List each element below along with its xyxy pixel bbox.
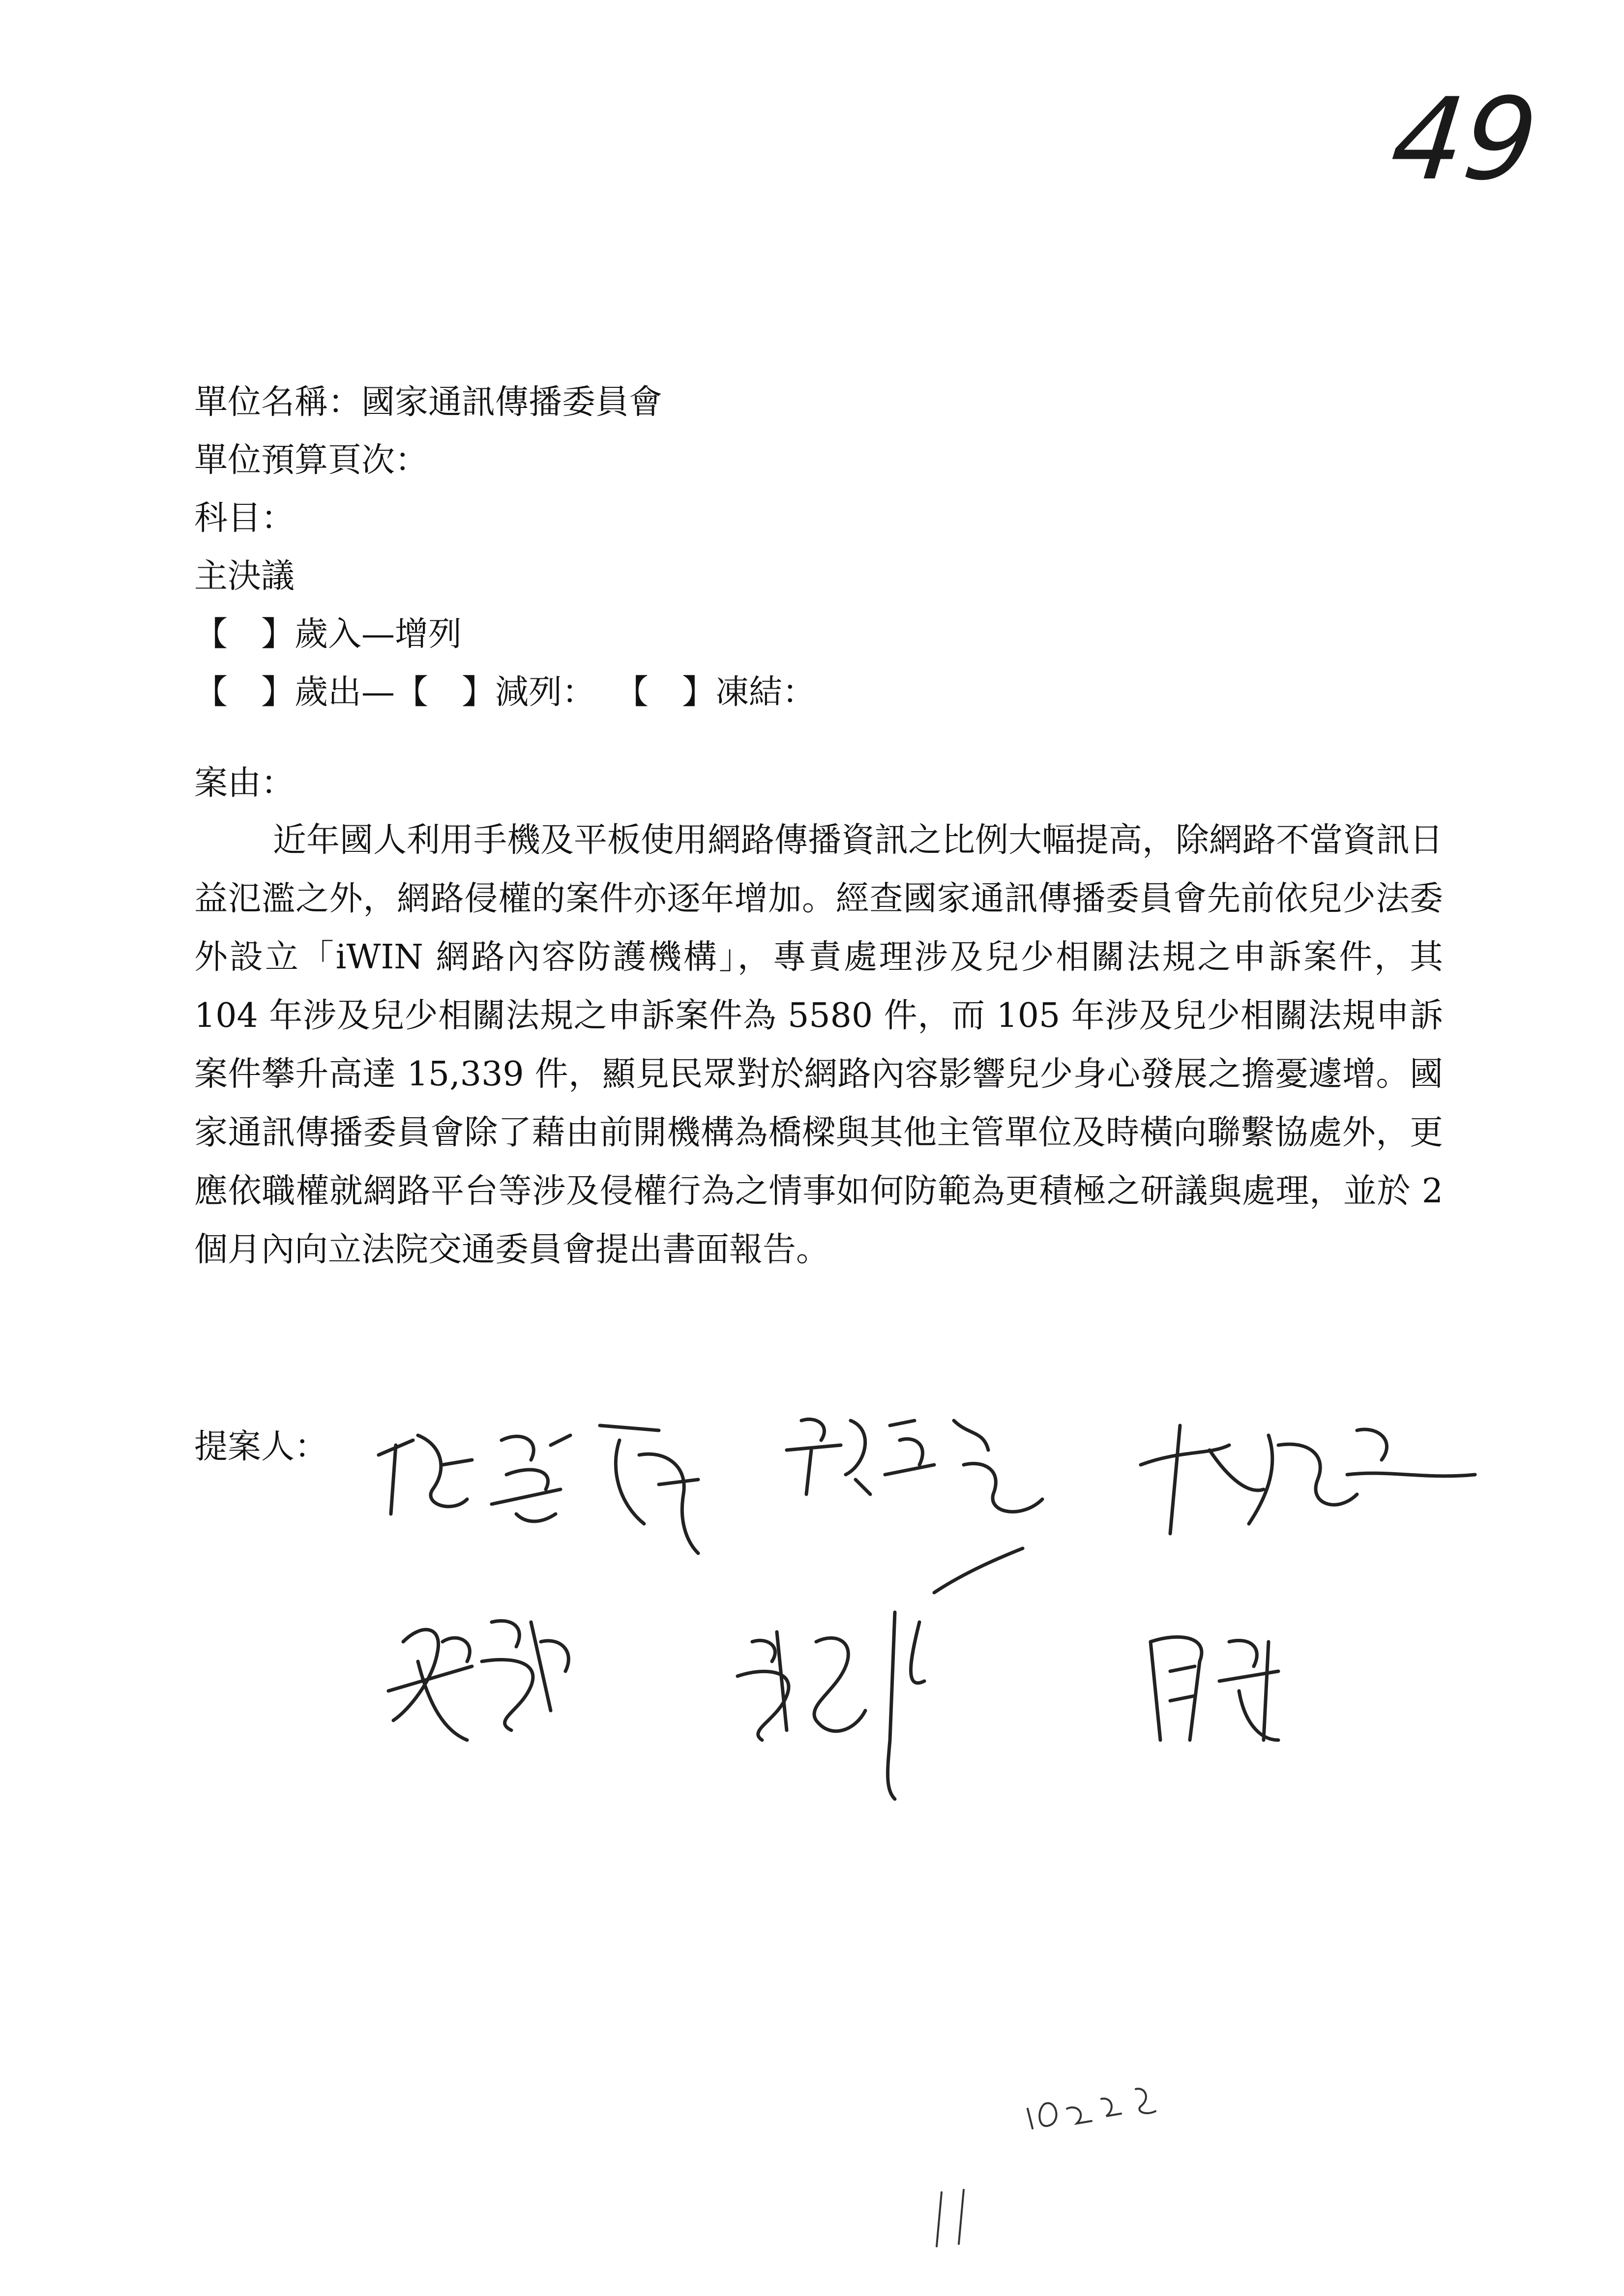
- subject: 科目：: [194, 499, 295, 538]
- handwritten-annotation-number: [1018, 2069, 1165, 2138]
- document-header: [194, 374, 1473, 722]
- budget-page: 單位預算頁次：: [194, 441, 429, 480]
- handwritten-annotation-page: [924, 2182, 983, 2256]
- handwritten-signatures: [344, 1366, 1549, 1833]
- case-title: 案由：: [194, 764, 295, 803]
- expense-line-freeze: 【 】凍結：: [615, 673, 816, 712]
- main-resolution: 主決議: [194, 557, 295, 596]
- proposer-label: 提案人：: [194, 1427, 328, 1466]
- expense-line: [194, 664, 1473, 722]
- page-number: 49: [1385, 74, 1543, 205]
- unit-name: 單位名稱：國家通訊傳播委員會: [194, 383, 663, 422]
- expense-line-reduce: 【 】歲出—【 】減列：: [194, 673, 596, 712]
- revenue-line: 【 】歲入—增列: [194, 615, 462, 654]
- case-body: 近年國人利用手機及平板使用網路傳播資訊之比例大幅提高，除網路不當資訊日益氾濫之外，網路侵權的案件亦逐年增加。經查國家通訊傳播委員會先前依兒少法委外設立「iWIN 網路內容防護機構」，專責處理涉及兒少相關法規之申訴案件，其 104 年涉及兒少相關法規之申訴案件為 5580 件，而 105 年涉及兒少相關法規申訴案件攀升高達 15,339 件，顯見民眾對於網路內容影響兒少身心發展之擔憂遽增。國家通訊傳播委員會除了藉由前開機構為橋樑與其他主管單位及時橫向聯繫協處外，更應依職權就網路平台等涉及侵權行為之情事如何防範為更積極之研議與處理，並於 2 個月內向立法院交通委員會提出書面報告。: [194, 821, 1444, 1269]
